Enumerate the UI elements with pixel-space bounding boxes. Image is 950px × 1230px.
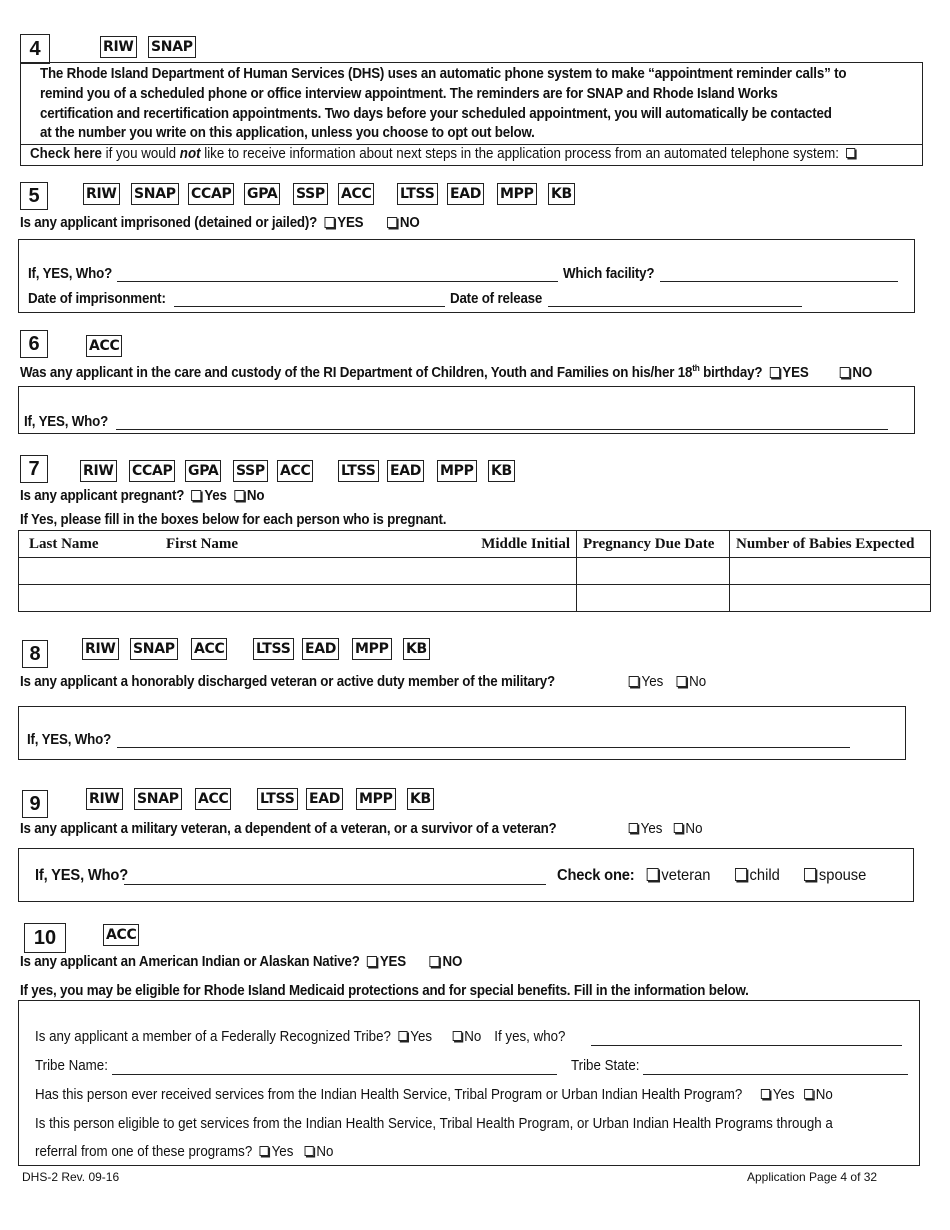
veteran-military-options: Yes No bbox=[625, 674, 706, 690]
veteran-military-yes-checkbox[interactable] bbox=[629, 676, 639, 687]
form-revision: DHS-2 Rev. 09-16 bbox=[22, 1170, 120, 1184]
col-babies-expected: Number of Babies Expected bbox=[730, 531, 931, 558]
pregnant-no-checkbox[interactable] bbox=[234, 490, 244, 501]
program-tag-acc: ACC bbox=[277, 460, 313, 482]
dcyf-yes-checkbox[interactable] bbox=[770, 367, 780, 378]
program-tag-ltss: LTSS bbox=[253, 638, 294, 660]
imprisoned-who-label: If, YES, Who? bbox=[28, 266, 113, 282]
imprisoned-yes-checkbox[interactable] bbox=[324, 217, 334, 228]
program-tag-ead: EAD bbox=[306, 788, 343, 810]
check-one-label: Check one: bbox=[557, 867, 635, 884]
veteran-dependent-options: Yes No bbox=[625, 821, 702, 837]
tribe-state-label: Tribe State: bbox=[571, 1058, 640, 1074]
section-number-9: 9 bbox=[22, 790, 48, 818]
ihs-yes-checkbox[interactable] bbox=[761, 1089, 770, 1099]
program-tag-acc: ACC bbox=[195, 788, 231, 810]
veteran-military-who-box bbox=[18, 706, 906, 760]
program-tag-gpa: GPA bbox=[244, 183, 280, 205]
col-middle-initial: Middle Initial bbox=[392, 531, 577, 558]
opt-out-checkbox[interactable] bbox=[846, 148, 855, 158]
dcyf-custody-question: Was any applicant in the care and custody of the RI Department of Children, Youth and Families on his/her 18th birthday? YES NO bbox=[20, 363, 873, 381]
program-tag-mpp: MPP bbox=[497, 183, 537, 205]
program-tag-mpp: MPP bbox=[352, 638, 392, 660]
program-tag-ltss: LTSS bbox=[338, 460, 379, 482]
babies-cell[interactable] bbox=[730, 585, 931, 612]
program-tag-gpa: GPA bbox=[185, 460, 221, 482]
program-tag-acc: ACC bbox=[191, 638, 227, 660]
date-imprisonment-label: Date of imprisonment: bbox=[28, 291, 166, 307]
program-tag-riw: RIW bbox=[100, 36, 137, 58]
tribe-member-who-field[interactable] bbox=[591, 1045, 902, 1046]
date-release-label: Date of release bbox=[450, 291, 543, 307]
due-date-cell[interactable] bbox=[577, 585, 730, 612]
program-tag-kb: KB bbox=[407, 788, 434, 810]
veteran-dependent-no-checkbox[interactable] bbox=[673, 823, 682, 833]
program-tag-ead: EAD bbox=[387, 460, 424, 482]
referral-no-checkbox[interactable] bbox=[304, 1146, 313, 1156]
notice-line-2: remind you of a scheduled phone or office interview appointment. The reminders are for SNAP and Rhode Island Works bbox=[40, 86, 778, 102]
referral-yes-checkbox[interactable] bbox=[260, 1146, 269, 1156]
pregnant-yes-checkbox[interactable] bbox=[191, 490, 201, 501]
program-tag-mpp: MPP bbox=[437, 460, 477, 482]
notice-line-3: certification and recertification appointments. Two days before your scheduled appointment, you will automatically be contacted bbox=[40, 106, 832, 122]
veteran-dependent-who-label: If, YES, Who? bbox=[35, 867, 129, 884]
spouse-option-checkbox[interactable] bbox=[804, 868, 816, 881]
program-tag-acc: ACC bbox=[86, 335, 122, 357]
table-row bbox=[19, 558, 931, 585]
pregnancy-table bbox=[18, 530, 931, 612]
veteran-military-who-label: If, YES, Who? bbox=[27, 732, 112, 748]
program-tag-riw: RIW bbox=[86, 788, 123, 810]
veteran-dependent-question: Is any applicant a military veteran, a dependent of a veteran, or a survivor of a veteran? bbox=[20, 821, 557, 837]
section-number-10: 10 bbox=[24, 923, 66, 953]
program-tag-ccap: CCAP bbox=[188, 183, 234, 205]
pregnant-name-cell[interactable] bbox=[19, 585, 577, 612]
section-number-8: 8 bbox=[22, 640, 48, 668]
program-tag-ssp: SSP bbox=[233, 460, 268, 482]
imprisoned-who-field[interactable] bbox=[117, 281, 558, 282]
veteran-dependent-yes-checkbox[interactable] bbox=[629, 823, 638, 833]
veteran-military-no-checkbox[interactable] bbox=[676, 676, 686, 687]
notice-line-4: at the number you write on this application, unless you choose to opt out below. bbox=[40, 125, 535, 141]
divider bbox=[20, 144, 923, 145]
dcyf-who-label: If, YES, Who? bbox=[24, 414, 109, 430]
imprisoned-no-checkbox[interactable] bbox=[387, 217, 397, 228]
imprisoned-question: Is any applicant imprisoned (detained or jailed)? YES NO bbox=[20, 215, 420, 231]
veteran-military-question: Is any applicant a honorably discharged veteran or active duty member of the military? bbox=[20, 674, 555, 690]
section-number-5: 5 bbox=[20, 182, 48, 210]
program-tag-riw: RIW bbox=[83, 183, 120, 205]
veteran-option-checkbox[interactable] bbox=[647, 868, 659, 881]
pregnant-instruction: If Yes, please fill in the boxes below for each person who is pregnant. bbox=[20, 512, 447, 528]
veteran-military-who-field[interactable] bbox=[117, 747, 850, 748]
tribe-member-no-checkbox[interactable] bbox=[452, 1031, 461, 1041]
program-tag-snap: SNAP bbox=[130, 638, 178, 660]
program-tag-riw: RIW bbox=[82, 638, 119, 660]
program-tag-ccap: CCAP bbox=[129, 460, 175, 482]
program-tag-ltss: LTSS bbox=[397, 183, 438, 205]
program-tag-snap: SNAP bbox=[131, 183, 179, 205]
section-number-7: 7 bbox=[20, 455, 48, 483]
native-no-checkbox[interactable] bbox=[430, 956, 440, 967]
program-tag-kb: KB bbox=[548, 183, 575, 205]
referral-eligibility-question-line-2: referral from one of these programs? Yes No bbox=[35, 1144, 334, 1160]
program-tag-riw: RIW bbox=[80, 460, 117, 482]
col-first-name: First Name bbox=[160, 531, 392, 558]
ihs-services-question: Has this person ever received services from the Indian Health Service, Tribal Program or Urban Indian Health Program? Yes No bbox=[35, 1087, 833, 1103]
ihs-no-checkbox[interactable] bbox=[804, 1089, 813, 1099]
child-option-checkbox[interactable] bbox=[735, 868, 747, 881]
notice-line-1: The Rhode Island Department of Human Services (DHS) uses an automatic phone system to make “appointment reminder calls” to bbox=[40, 66, 847, 82]
tribe-name-label: Tribe Name: bbox=[35, 1058, 108, 1074]
facility-field[interactable] bbox=[660, 281, 898, 282]
col-last-name: Last Name bbox=[19, 531, 161, 558]
pregnant-question: Is any applicant pregnant? Yes No bbox=[20, 488, 265, 504]
pregnant-name-cell[interactable] bbox=[19, 558, 577, 585]
veteran-dependent-who-field[interactable] bbox=[124, 884, 546, 885]
program-tag-snap: SNAP bbox=[134, 788, 182, 810]
dcyf-who-field[interactable] bbox=[116, 429, 888, 430]
section-number-6: 6 bbox=[20, 330, 48, 358]
date-imprisonment-field[interactable] bbox=[174, 306, 445, 307]
program-tag-ltss: LTSS bbox=[257, 788, 298, 810]
opt-out-text: Check here if you would not like to receive information about next steps in the application process from an automated telephone system: bbox=[30, 146, 858, 162]
tribe-member-question: Is any applicant a member of a Federally Recognized Tribe? Yes No If yes, who? bbox=[35, 1029, 566, 1045]
veteran-type-options: veteran child spouse bbox=[643, 867, 866, 885]
tribe-state-field[interactable] bbox=[643, 1074, 908, 1075]
due-date-cell[interactable] bbox=[577, 558, 730, 585]
dcyf-who-box bbox=[18, 386, 915, 434]
tribe-name-field[interactable] bbox=[112, 1074, 557, 1075]
page-number: Application Page 4 of 32 bbox=[747, 1170, 878, 1184]
native-yes-checkbox[interactable] bbox=[367, 956, 377, 967]
table-row bbox=[19, 585, 931, 612]
program-tag-kb: KB bbox=[403, 638, 430, 660]
tribal-info-box bbox=[18, 1000, 920, 1166]
program-tag-acc: ACC bbox=[103, 924, 139, 946]
program-tag-acc: ACC bbox=[338, 183, 374, 205]
native-eligibility-note: If yes, you may be eligible for Rhode Island Medicaid protections and for special benefits. Fill in the information below. bbox=[20, 983, 749, 999]
col-due-date: Pregnancy Due Date bbox=[577, 531, 730, 558]
tribe-member-yes-checkbox[interactable] bbox=[398, 1031, 407, 1041]
facility-label: Which facility? bbox=[563, 266, 655, 282]
program-tag-snap: SNAP bbox=[148, 36, 196, 58]
section-number-4: 4 bbox=[20, 34, 50, 64]
program-tag-ead: EAD bbox=[302, 638, 339, 660]
date-release-field[interactable] bbox=[548, 306, 802, 307]
dcyf-no-checkbox[interactable] bbox=[840, 367, 850, 378]
referral-eligibility-question-line-1: Is this person eligible to get services from the Indian Health Service, Tribal Health Program, or Urban Indian Health Programs through a bbox=[35, 1116, 833, 1132]
table-header-row bbox=[19, 531, 931, 558]
native-question: Is any applicant an American Indian or Alaskan Native? YES NO bbox=[20, 954, 463, 970]
program-tag-ead: EAD bbox=[447, 183, 484, 205]
babies-cell[interactable] bbox=[730, 558, 931, 585]
program-tag-mpp: MPP bbox=[356, 788, 396, 810]
program-tag-ssp: SSP bbox=[293, 183, 328, 205]
program-tag-kb: KB bbox=[488, 460, 515, 482]
